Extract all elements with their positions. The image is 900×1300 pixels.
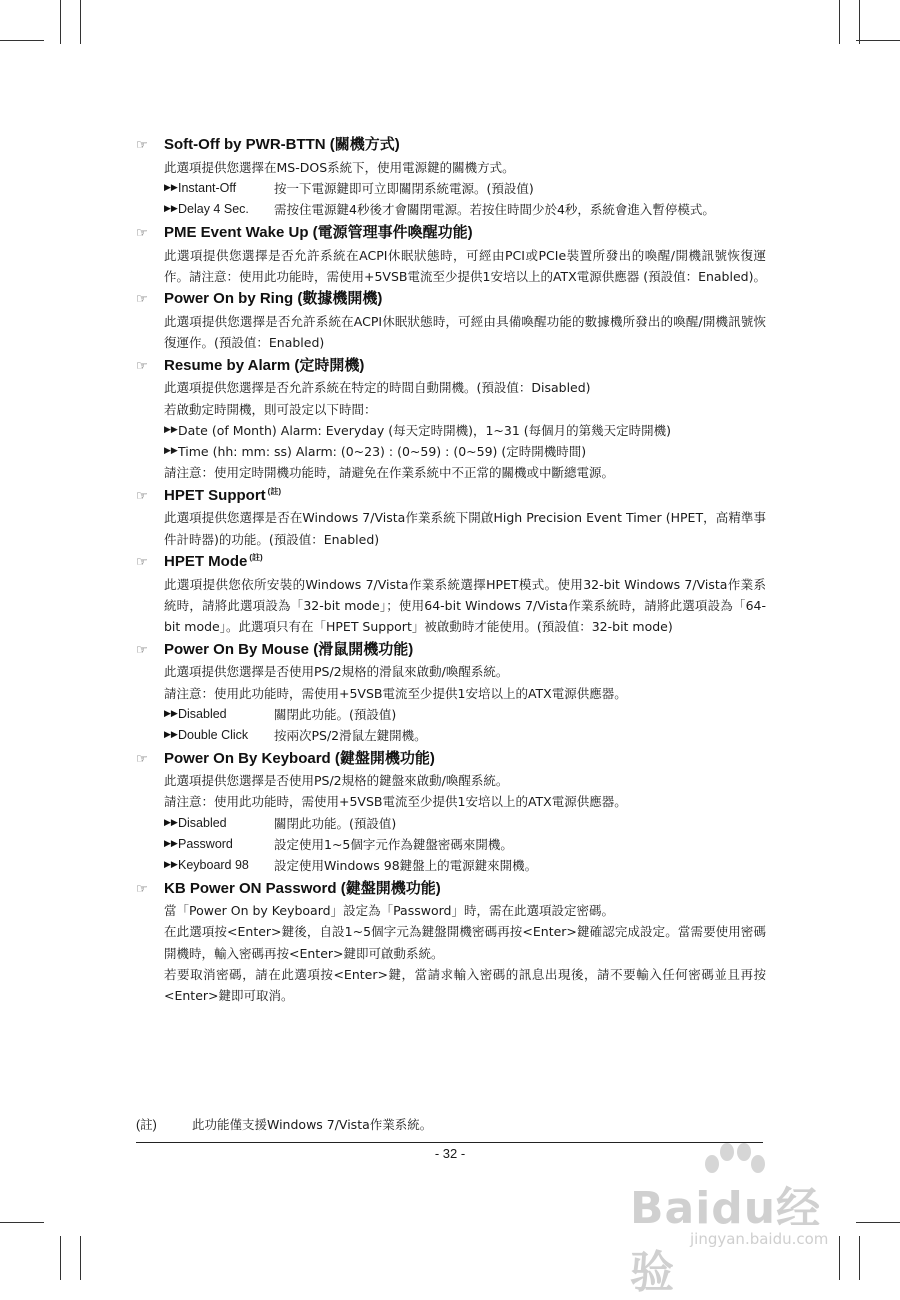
pointing-hand-icon: ☞	[136, 225, 148, 240]
footnote-mark: (註)	[136, 1118, 157, 1132]
crop-mark	[859, 0, 860, 44]
watermark-url: jingyan.baidu.com	[690, 1230, 829, 1248]
footnote-text: 此功能僅支援Windows 7/Vista作業系統。	[192, 1117, 433, 1132]
section-title	[136, 287, 766, 311]
double-arrow-icon: ▶▶	[164, 730, 178, 741]
section-title	[136, 133, 766, 157]
section-title	[136, 637, 766, 661]
description-text: 請注意：使用此功能時，需使用+5VSB電流至少提供1安培以上的ATX電源供應器。	[164, 794, 627, 810]
option-item	[164, 199, 766, 220]
bios-option-section	[136, 876, 766, 1006]
description-text: 若啟動定時開機，則可設定以下時間：	[164, 401, 377, 417]
description-text: 此選項提供您選擇是否使用PS/2規格的滑鼠來啟動/喚醒系統。	[164, 664, 509, 680]
option-description: 需按住電源鍵4秒後才會關閉電源。若按住時間少於4秒，系統會進入暫停模式。	[274, 202, 715, 218]
section-body	[136, 245, 766, 287]
section-title	[136, 221, 766, 245]
crop-mark	[0, 40, 44, 41]
section-title-text: Power On by Ring (數據機開機)	[164, 290, 383, 308]
pointing-hand-icon: ☞	[136, 137, 148, 153]
pointing-hand-icon: ☞	[136, 554, 148, 570]
option-name: Delay 4 Sec.	[178, 202, 249, 217]
watermark-logo: Baidu经验	[630, 1183, 822, 1298]
option-name: Disabled	[178, 815, 227, 830]
crop-mark	[859, 1236, 860, 1280]
description-text: 此選項提供您依所安裝的Windows 7/Vista作業系統選擇HPET模式。使用32-bit Windows 7/Vista作業系統時，請將此選項設為「32-bit mode」；使用64-bit Windows 7/Vista作業系統時，請將此選項設為「64-bit mode」。此選項只有在「HPET Support」被啟動時才能使用。(預設值：32-bit mode)	[164, 576, 766, 635]
section-body	[136, 574, 766, 638]
bios-option-section	[136, 353, 766, 483]
crop-mark	[60, 0, 61, 44]
double-arrow-icon: ▶▶	[164, 424, 178, 435]
section-body	[136, 157, 766, 221]
section-body	[136, 770, 766, 876]
pointing-hand-icon: ☞	[136, 750, 148, 766]
section-body	[136, 311, 766, 353]
bios-option-section	[136, 221, 766, 287]
option-description: 關閉此功能。(預設值)	[274, 815, 397, 831]
option-description: 關閉此功能。(預設值)	[274, 706, 397, 722]
description-text: 此選項提供您選擇在MS-DOS系統下，使用電源鍵的關機方式。	[164, 160, 515, 175]
crop-mark	[856, 40, 900, 41]
description-text: 此選項提供您選擇是否允許系統在ACPI休眠狀態時，可經由PCI或PCIe裝置所發出的喚醒/開機訊號恢復運作。請注意：使用此功能時，需使用+5VSB電流至少提供1安培以上的ATX電源供應器 (預設值：Enabled)。	[164, 247, 766, 284]
description-text: 此選項提供您選擇是否允許系統在ACPI休眠狀態時，可經由具備喚醒功能的數據機所發出的喚醒/開機訊號恢復運作。(預設值：Enabled)	[164, 314, 766, 351]
section-title	[136, 746, 766, 770]
bios-option-section	[136, 637, 766, 746]
pointing-hand-icon: ☞	[136, 641, 148, 657]
option-description: 按兩次PS/2滑鼠左鍵開機。	[274, 728, 427, 744]
crop-mark	[60, 1236, 61, 1280]
pointing-hand-icon: ☞	[136, 880, 148, 896]
footer-rule	[136, 1142, 763, 1143]
section-title-text: Resume by Alarm (定時開機)	[164, 356, 365, 374]
bios-option-section	[136, 550, 766, 638]
option-name: Disabled	[178, 706, 227, 721]
section-title-text: Soft-Off by PWR-BTTN (關機方式)	[164, 136, 400, 154]
bullet-item	[164, 441, 766, 462]
double-arrow-icon: ▶▶	[164, 838, 178, 849]
bullet-item	[164, 420, 766, 441]
section-title-text: PME Event Wake Up (電源管理事件喚醒功能)	[164, 224, 473, 241]
crop-mark	[839, 0, 840, 44]
description-text: 此選項提供您選擇是否允許系統在特定的時間自動開機。(預設值：Disabled)	[164, 380, 591, 396]
bullet-text: Time (hh: mm: ss) Alarm: (0~23) : (0~59) : (0~59) (定時開機時間)	[178, 444, 587, 460]
bios-option-section	[136, 483, 766, 549]
section-body	[136, 900, 766, 1006]
double-arrow-icon: ▶▶	[164, 446, 178, 457]
crop-mark	[80, 0, 81, 44]
bios-option-section	[136, 287, 766, 353]
description-text: 請注意：使用此功能時，需使用+5VSB電流至少提供1安培以上的ATX電源供應器。	[164, 685, 627, 701]
option-description: 按一下電源鍵即可立即關閉系統電源。(預設值)	[274, 181, 534, 197]
bullet-text: Date (of Month) Alarm: Everyday (每天定時開機)，1~31 (每個月的第幾天定時開機)	[178, 422, 672, 438]
pointing-hand-icon: ☞	[136, 291, 148, 307]
pointing-hand-icon: ☞	[136, 357, 148, 373]
option-item	[164, 725, 766, 746]
section-title	[136, 876, 766, 900]
option-name: Double Click	[178, 728, 249, 743]
double-arrow-icon: ▶▶	[164, 204, 178, 215]
option-description: 設定使用Windows 98鍵盤上的電源鍵來開機。	[274, 858, 538, 874]
double-arrow-icon: ▶▶	[164, 817, 178, 828]
pointing-hand-icon: ☞	[136, 487, 148, 503]
option-item	[164, 855, 766, 876]
section-title-text: HPET Support	[164, 486, 266, 504]
section-body	[136, 377, 766, 483]
description-text: 此選項提供您選擇是否使用PS/2規格的鍵盤來啟動/喚醒系統。	[164, 773, 509, 789]
double-arrow-icon: ▶▶	[164, 183, 178, 194]
page-number: - 32 -	[434, 1146, 466, 1161]
section-body	[136, 661, 766, 746]
section-body	[136, 507, 766, 549]
section-title-text: Power On By Mouse (滑鼠開機功能)	[164, 640, 414, 658]
double-arrow-icon: ▶▶	[164, 860, 178, 871]
footnote-ref: (註)	[249, 553, 263, 563]
option-description: 設定使用1~5個字元作為鍵盤密碼來開機。	[274, 836, 513, 852]
crop-mark	[839, 1236, 840, 1280]
option-name: Password	[178, 836, 233, 851]
bios-option-section	[136, 133, 766, 221]
crop-mark	[80, 1236, 81, 1280]
double-arrow-icon: ▶▶	[164, 708, 178, 719]
section-title	[136, 483, 766, 507]
option-item	[164, 834, 766, 855]
description-text: 若要取消密碼，請在此選項按<Enter>鍵，當請求輸入密碼的訊息出現後，請不要輸入任何密碼並且再按<Enter>鍵即可取消。	[164, 966, 766, 1004]
section-title-text: Power On By Keyboard (鍵盤開機功能)	[164, 749, 435, 767]
footnote	[136, 1115, 766, 1133]
section-title	[136, 353, 766, 377]
manual-content	[136, 133, 766, 1006]
option-item	[164, 813, 766, 834]
description-text: 當「Power On by Keyboard」設定為「Password」時，需在此選項設定密碼。	[164, 903, 614, 919]
note-text: 請注意：使用定時開機功能時，請避免在作業系統中不正常的關機或中斷總電源。	[164, 465, 615, 481]
crop-mark	[856, 1222, 900, 1223]
option-item	[164, 178, 766, 199]
footnote-ref: (註)	[267, 486, 281, 496]
option-name: Keyboard 98	[178, 858, 249, 873]
bios-option-section	[136, 746, 766, 876]
section-title-text: KB Power ON Password (鍵盤開機功能)	[164, 879, 441, 897]
option-item	[164, 704, 766, 725]
section-title	[136, 550, 766, 574]
crop-mark	[0, 1222, 44, 1223]
description-text: 在此選項按<Enter>鍵後，自設1~5個字元為鍵盤開機密碼再按<Enter>鍵確認完成設定。當需要使用密碼開機時，輸入密碼再按<Enter>鍵即可啟動系統。	[164, 924, 766, 961]
description-text: 此選項提供您選擇是否在Windows 7/Vista作業系統下開啟High Precision Event Timer (HPET，高精準事件計時器)的功能。(預設值：Enabled)	[164, 510, 766, 547]
option-name: Instant-Off	[178, 181, 237, 196]
section-title-text: HPET Mode	[164, 553, 248, 571]
